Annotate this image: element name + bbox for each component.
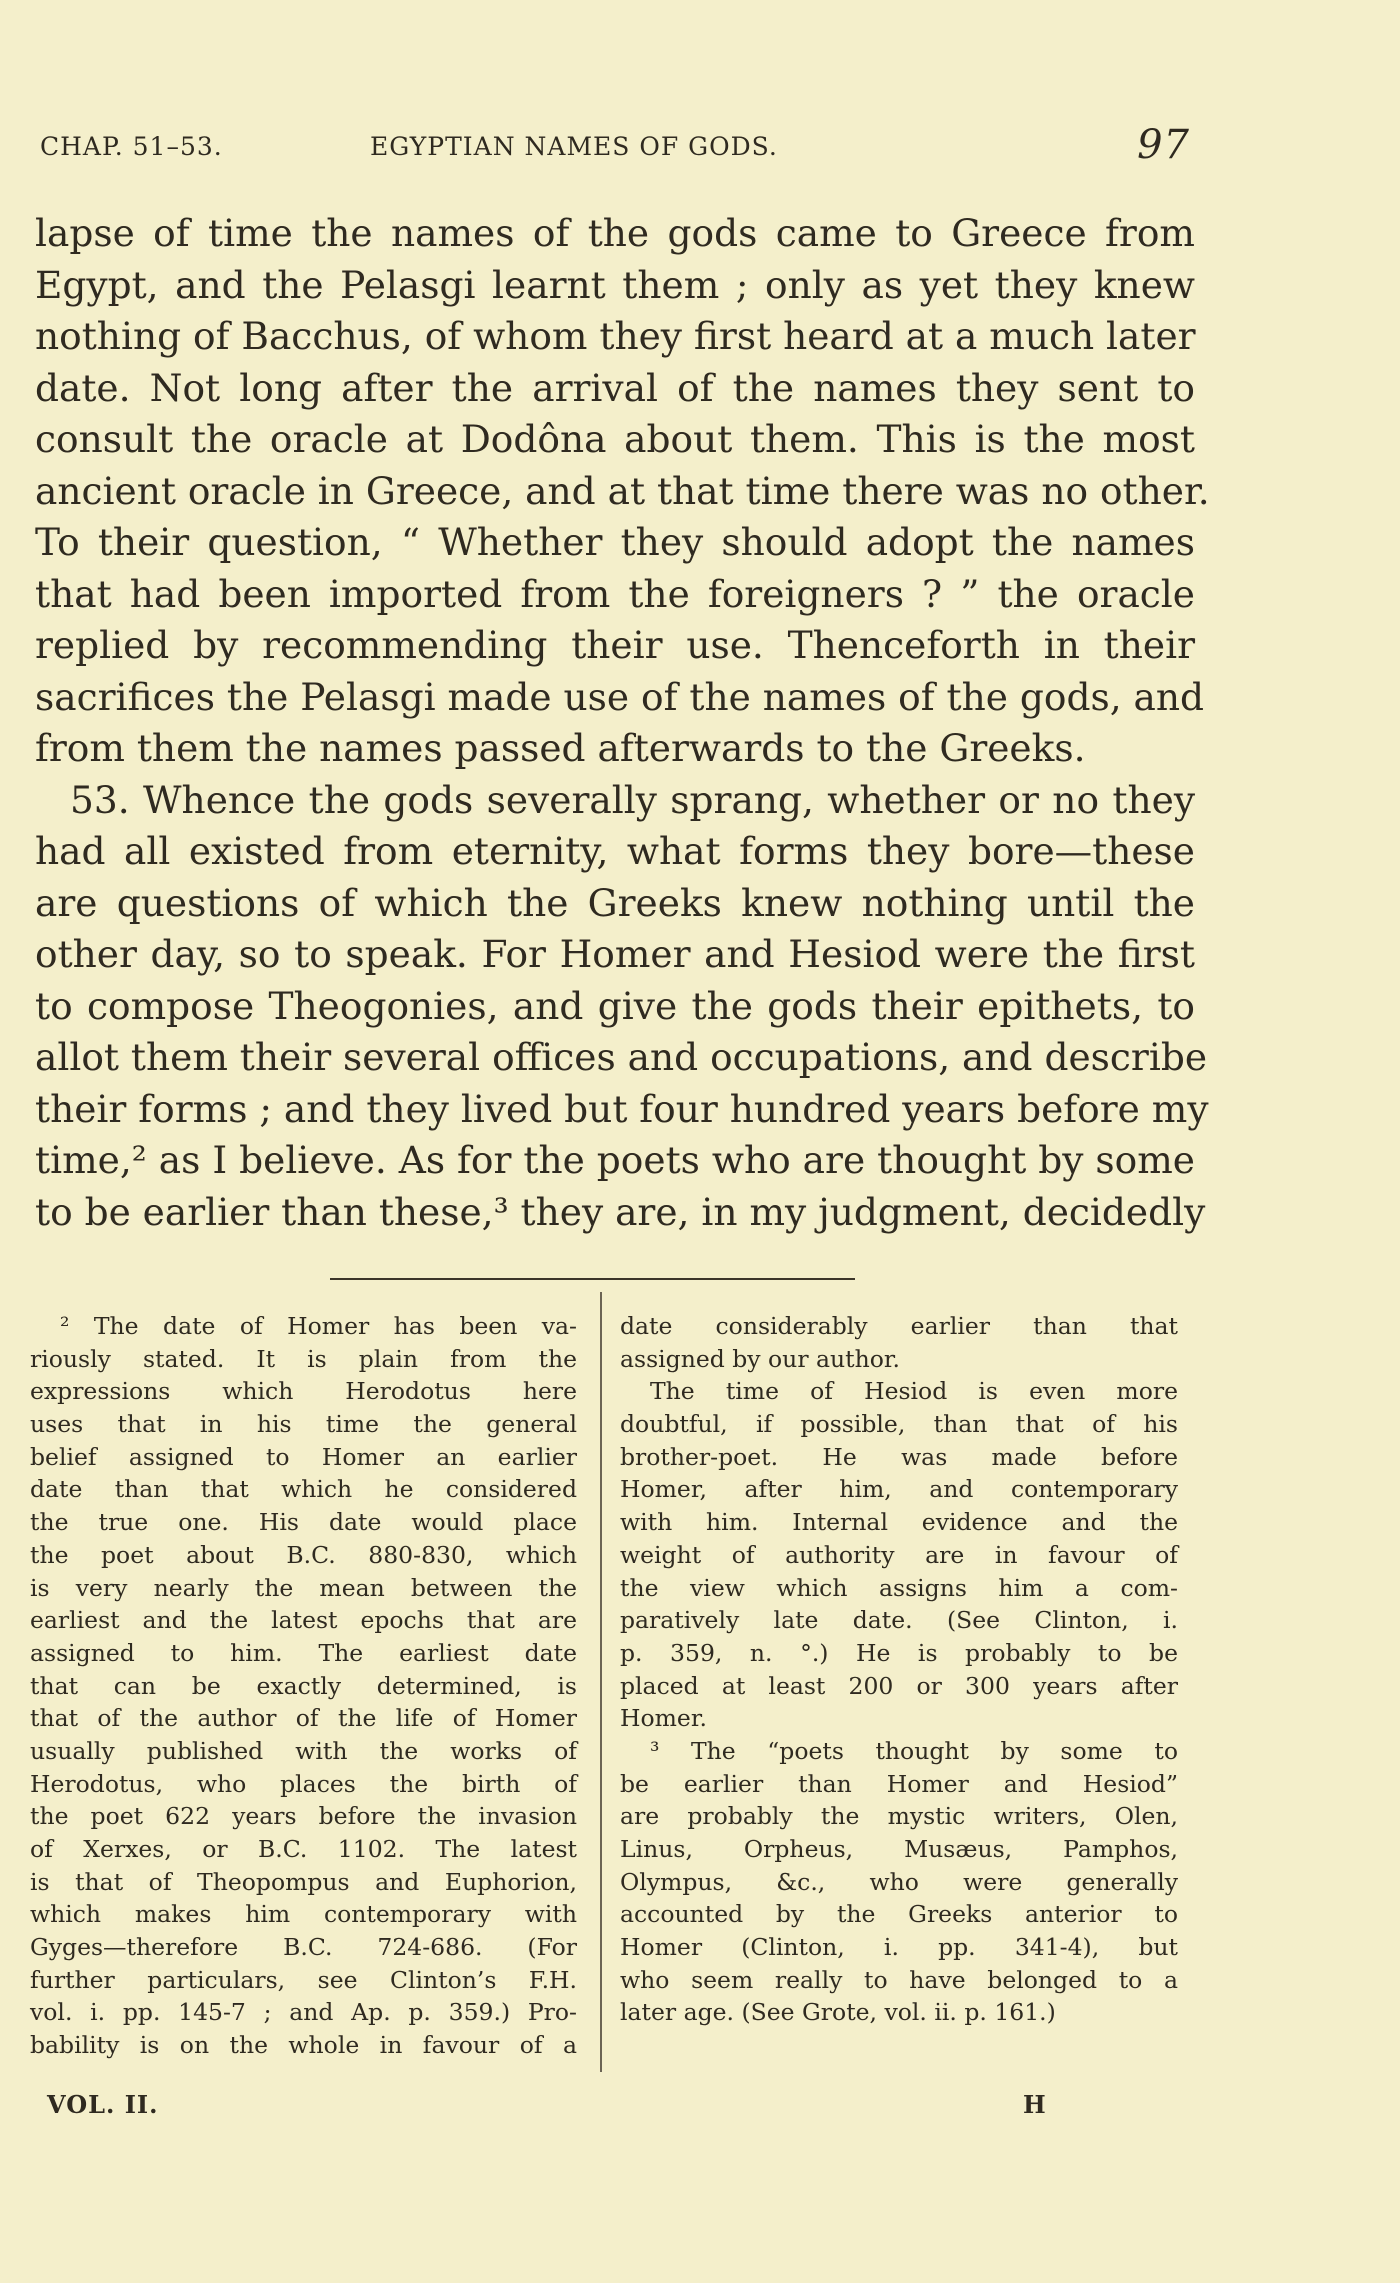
header-title: EGYPTIAN NAMES OF GODS.: [370, 132, 778, 161]
footnote-line: the poet about B.C. 880-830, which: [30, 1540, 577, 1569]
footnotes-left-column: [30, 1310, 577, 2062]
signature-mark: H: [1023, 2090, 1047, 2119]
footnote-line: is that of Theopompus and Euphorion,: [30, 1867, 577, 1896]
footnote-line: placed at least 200 or 300 years after: [620, 1671, 1178, 1700]
footnote-line: uses that in his time the general: [30, 1410, 577, 1439]
footnote-line: Olympus, &c., who were generally: [620, 1867, 1178, 1896]
footnote-line: Homer, after him, and contemporary: [620, 1475, 1178, 1504]
footnote-line: accounted by the Greeks anterior to: [620, 1900, 1178, 1929]
main-text: [35, 208, 1210, 1238]
footnote-column-divider: [600, 1292, 602, 2072]
text-line: Egypt, and the Pelasgi learnt them ; only as yet they knew: [35, 262, 1195, 307]
footnote-line: bability is on the whole in favour of a: [30, 2031, 577, 2060]
footnote-line: p. 359, n. °.) He is probably to be: [620, 1638, 1178, 1667]
text-line: to compose Theogonies, and give the gods their epithets, to: [35, 983, 1195, 1028]
footnote-2-start: ² The date of Homer has been va-: [60, 1312, 577, 1340]
text-line: that had been imported from the foreigners ? ” the oracle: [35, 571, 1195, 616]
footnote-line: later age. (See Grote, vol. ii. p. 161.): [620, 1998, 1056, 2027]
footnote-line: earliest and the latest epochs that are: [30, 1606, 577, 1635]
footnote-line: be earlier than Homer and Hesiod”: [620, 1769, 1178, 1798]
footnote-line: are probably the mystic writers, Olen,: [620, 1802, 1178, 1831]
footnote-line: Herodotus, who places the birth of: [30, 1769, 577, 1798]
footnote-line: brother-poet. He was made before: [620, 1442, 1178, 1471]
footnote-line: is very nearly the mean between the: [30, 1573, 577, 1602]
footnote-paragraph-start: The time of Hesiod is even more: [650, 1377, 1178, 1406]
text-line: To their question, “ Whether they should adopt the names: [35, 520, 1195, 564]
footnote-line: vol. i. pp. 145-7 ; and Ap. p. 359.) Pro-: [30, 1998, 577, 2027]
text-line: time,² as I believe. As for the poets who are thought by some: [35, 1138, 1195, 1182]
volume-mark: VOL. II.: [47, 2090, 159, 2119]
text-line: ancient oracle in Greece, and at that time there was no other.: [35, 468, 1210, 513]
footnote-line: expressions which Herodotus here: [30, 1377, 577, 1406]
footnote-3-start: ³ The “poets thought by some to: [650, 1736, 1178, 1765]
footnote-line: doubtful, if possible, than that of his: [620, 1410, 1178, 1439]
text-line: date. Not long after the arrival of the names they sent to: [35, 365, 1195, 410]
footnote-line: riously stated. It is plain from the: [30, 1344, 577, 1373]
footnote-line: date than that which he considered: [30, 1475, 577, 1504]
footnote-line: date considerably earlier than that: [620, 1312, 1178, 1340]
footnotes-right-column: [620, 1310, 1178, 2029]
footnote-line: Linus, Orpheus, Musæus, Pamphos,: [620, 1835, 1178, 1863]
text-line: from them the names passed afterwards to the Greeks.: [35, 726, 1086, 770]
text-line: other day, so to speak. For Homer and Hesiod were the first: [35, 932, 1195, 976]
footnote-line: who seem really to have belonged to a: [620, 1965, 1178, 1994]
text-line: nothing of Bacchus, of whom they first heard at a much later: [35, 314, 1196, 358]
text-line: sacrifices the Pelasgi made use of the names of the gods, and: [35, 674, 1205, 719]
chapter-reference: CHAP. 51–53.: [40, 132, 223, 161]
footnote-separator: [330, 1278, 855, 1280]
footnote-line: usually published with the works of: [30, 1736, 577, 1765]
footnote-line: weight of authority are in favour of: [620, 1540, 1178, 1569]
footnote-line: Homer.: [620, 1704, 707, 1733]
footnote-line: of Xerxes, or B.C. 1102. The latest: [30, 1835, 577, 1863]
section-53-start: 53. Whence the gods severally sprang, whether or no they: [70, 777, 1195, 822]
text-line: lapse of time the names of the gods came to Greece from: [35, 211, 1195, 255]
footnote-line: assigned to him. The earliest date: [30, 1638, 577, 1667]
text-line: allot them their several offices and occupations, and describe: [35, 1035, 1208, 1079]
text-line: replied by recommending their use. Thenceforth in their: [35, 623, 1195, 667]
text-line: their forms ; and they lived but four hundred years before my: [35, 1086, 1209, 1131]
running-header: [40, 122, 1190, 168]
footnote-line: that can be exactly determined, is: [30, 1671, 577, 1700]
footnote-line: Homer (Clinton, i. pp. 341-4), but: [620, 1933, 1178, 1962]
text-line: to be earlier than these,³ they are, in my judgment, decidedly: [35, 1189, 1206, 1234]
text-line: consult the oracle at Dodôna about them. This is the most: [35, 417, 1195, 461]
footnote-line: further particulars, see Clinton’s F.H.: [30, 1965, 577, 1994]
text-line: had all existed from eternity, what forms they bore—these: [35, 829, 1195, 873]
text-line: are questions of which the Greeks knew nothing until the: [35, 880, 1195, 925]
footnote-line: belief assigned to Homer an earlier: [30, 1442, 577, 1471]
footnote-line: the true one. His date would place: [30, 1508, 577, 1537]
footnote-line: paratively late date. (See Clinton, i.: [620, 1606, 1178, 1635]
footnote-line: the view which assigns him a com-: [620, 1573, 1178, 1602]
footnote-line: that of the author of the life of Homer: [30, 1704, 577, 1733]
footnote-line: the poet 622 years before the invasion: [30, 1802, 577, 1831]
footnote-line: which makes him contemporary with: [30, 1900, 577, 1929]
page-number: 97: [1137, 122, 1190, 168]
footnote-line: with him. Internal evidence and the: [620, 1508, 1178, 1537]
footnote-line: assigned by our author.: [620, 1344, 901, 1373]
footnote-line: Gyges—therefore B.C. 724-686. (For: [30, 1933, 577, 1962]
